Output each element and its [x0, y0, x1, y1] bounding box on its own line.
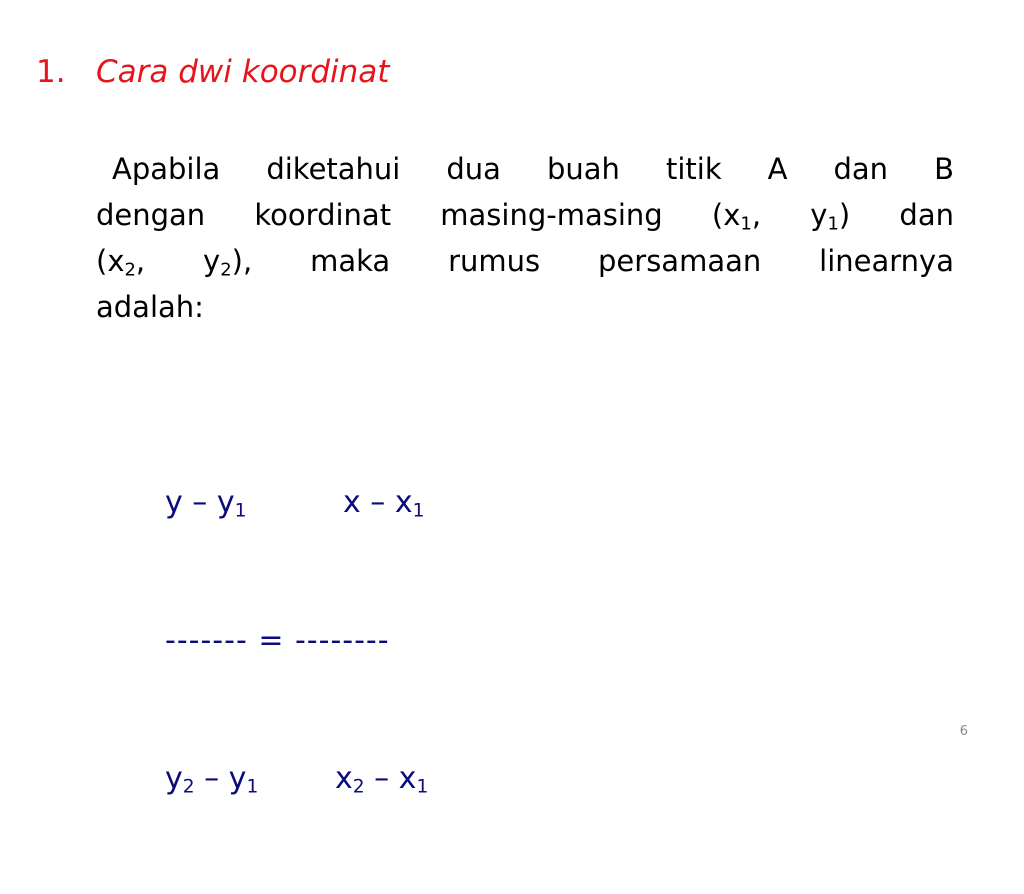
linear-equation-formula: [165, 388, 428, 894]
paragraph-line-3: [96, 238, 954, 284]
formula-text: – x: [364, 761, 417, 796]
subscript: 1: [234, 500, 247, 522]
subscript: 2: [124, 259, 136, 281]
subscript: 1: [412, 500, 425, 522]
formula-text: x: [335, 761, 353, 796]
subscript: 1: [740, 213, 752, 235]
heading-number: 1.: [36, 54, 66, 90]
subscript: 2: [182, 776, 195, 798]
formula-right-numerator: [343, 485, 424, 520]
paragraph-line-3-part-a: (x: [96, 244, 125, 278]
formula-text: y – y: [165, 485, 235, 520]
heading-title: Cara dwi koordinat: [96, 54, 390, 90]
paragraph-line-2-part-a: dengan koordinat masing-masing (x: [96, 198, 741, 232]
paragraph-line-1-text: Apabila diketahui dua buah titik A dan B: [112, 152, 954, 186]
paragraph-line-1: [96, 146, 954, 192]
formula-left-denominator: [165, 756, 335, 802]
formula-text: – y: [194, 761, 247, 796]
formula-left-numerator: [165, 480, 343, 526]
subscript: 1: [416, 776, 429, 798]
formula-text: x – x: [343, 485, 413, 520]
subscript: 2: [220, 259, 232, 281]
paragraph-line-4: adalah:: [96, 290, 204, 324]
paragraph-line-3-part-c: ), maka rumus persamaan linearnya: [231, 244, 954, 278]
formula-denominators: [165, 756, 428, 802]
explanation-paragraph: [96, 146, 954, 330]
formula-text: y: [165, 761, 183, 796]
subscript: 2: [352, 776, 365, 798]
formula-divider: ------- = --------: [165, 623, 390, 658]
formula-right-denominator: [335, 761, 428, 796]
subscript: 1: [827, 213, 839, 235]
page-number: 6: [959, 724, 968, 739]
slide-heading: [36, 52, 389, 92]
paragraph-line-2-part-b: , y: [751, 198, 828, 232]
formula-numerators: [165, 480, 428, 526]
subscript: 1: [246, 776, 259, 798]
paragraph-line-2-part-c: ) dan: [838, 198, 954, 232]
paragraph-line-2: [96, 192, 954, 238]
paragraph-line-3-part-b: , y: [135, 244, 221, 278]
